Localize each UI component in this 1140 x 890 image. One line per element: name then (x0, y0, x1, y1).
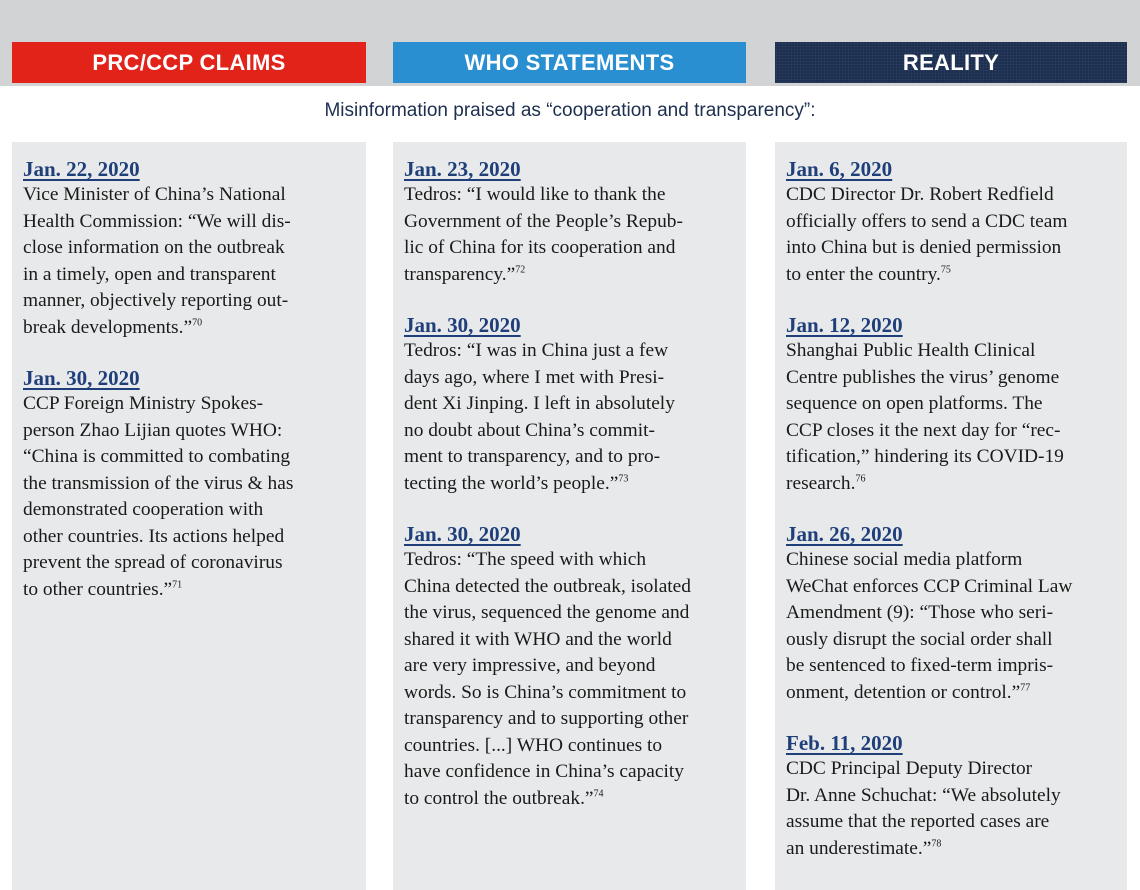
entry-date-link[interactable]: Feb. 11, 2020 (786, 731, 903, 755)
entry-line: China detected the outbreak, isolated (404, 575, 691, 597)
entry-text (404, 547, 736, 812)
entry-line: Vice Minister of China’s National (23, 184, 286, 205)
timeline-entry (404, 521, 736, 812)
footnote-marker: 71 (172, 579, 183, 591)
timeline-entry (404, 156, 736, 288)
entry-line: an underestimate.” (786, 837, 932, 859)
entry-date-link[interactable]: Jan. 30, 2020 (404, 522, 521, 546)
entry-line: days ago, where I met with Presi- (404, 366, 665, 388)
entry-line: countries. [...] WHO continues to (404, 734, 663, 756)
entry-line: research. (786, 472, 856, 494)
timeline-entry (786, 521, 1117, 706)
footnote-marker: 74 (593, 788, 604, 800)
entry-line: to enter the country. (786, 263, 941, 285)
entry-line: Dr. Anne Schuchat: “We absolutely (786, 784, 1061, 806)
header-reality: REALITY (775, 42, 1127, 83)
entry-line: CCP Foreign Ministry Spokes- (23, 393, 264, 414)
entry-text (786, 338, 1117, 497)
entry-date-link[interactable]: Jan. 12, 2020 (786, 313, 903, 337)
entry-line: Health Commission: “We will dis- (23, 210, 291, 232)
entry-line: ment to transparency, and to pro- (404, 446, 661, 467)
entry-line: Tedros: “I would like to thank the (404, 184, 666, 205)
entry-line: are very impressive, and beyond (404, 655, 656, 676)
footnote-marker: 76 (855, 473, 866, 485)
entry-line: assume that the reported cases are (786, 811, 1050, 832)
entry-line: Government of the People’s Repub- (404, 210, 683, 232)
entry-line: Centre publishes the virus’ genome (786, 366, 1060, 388)
entry-line: other countries. Its actions helped (23, 525, 285, 547)
header-prc-ccp-claims: PRC/CCP CLAIMS (12, 42, 366, 83)
entry-line: onment, detention or control.” (786, 681, 1021, 703)
timeline-entry (786, 156, 1117, 288)
entry-line: ously disrupt the social order shall (786, 628, 1053, 650)
entry-text (786, 756, 1117, 862)
timeline-entry (404, 312, 736, 497)
entry-line: be sentenced to fixed-term impris- (786, 655, 1054, 676)
entry-line: to other countries.” (23, 578, 173, 600)
entry-text (786, 547, 1117, 706)
entry-text (23, 182, 356, 341)
entry-line: person Zhao Lijian quotes WHO: (23, 419, 283, 441)
entry-line: manner, objectively reporting out- (23, 290, 289, 311)
footnote-marker: 70 (192, 317, 203, 329)
entry-text (404, 338, 736, 497)
entry-line: transparency and to supporting other (404, 708, 689, 729)
entry-line: shared it with WHO and the world (404, 628, 672, 650)
entry-date-link[interactable]: Jan. 30, 2020 (404, 313, 521, 337)
subtitle: Misinformation praised as “cooperation and transparency”: (324, 100, 816, 121)
timeline-entry (23, 156, 356, 341)
entry-line: close information on the outbreak (23, 237, 285, 258)
entry-line: lic of China for its cooperation and (404, 237, 676, 258)
entry-line: CDC Director Dr. Robert Redfield (786, 184, 1054, 205)
entry-line: Amendment (9): “Those who seri- (786, 602, 1054, 623)
column-who-statements (393, 142, 746, 890)
entry-line: in a timely, open and transparent (23, 263, 276, 285)
entry-line: words. So is China’s commitment to (404, 681, 687, 703)
entry-line: into China but is denied permission (786, 237, 1062, 258)
footnote-marker: 75 (940, 264, 951, 276)
entry-line: CDC Principal Deputy Director (786, 758, 1033, 779)
entry-line: the virus, sequenced the genome and (404, 602, 690, 623)
timeline-entry (786, 312, 1117, 497)
entry-line: tecting the world’s people.” (404, 472, 619, 494)
entry-line: Tedros: “I was in China just a few (404, 340, 669, 361)
entry-date-link[interactable]: Jan. 23, 2020 (404, 157, 521, 181)
header-who-statements: WHO STATEMENTS (393, 42, 746, 83)
footnote-marker: 78 (931, 838, 942, 850)
entry-date-link[interactable]: Jan. 26, 2020 (786, 522, 903, 546)
entry-line: prevent the spread of coronavirus (23, 552, 283, 573)
column-reality (775, 142, 1127, 890)
entry-text (23, 391, 356, 603)
entry-line: to control the outbreak.” (404, 787, 594, 809)
entry-date-link[interactable]: Jan. 6, 2020 (786, 157, 893, 181)
entry-text (404, 182, 736, 288)
footnote-marker: 72 (515, 264, 526, 276)
footnote-marker: 77 (1020, 682, 1031, 694)
entry-line: tification,” hindering its COVID-19 (786, 446, 1064, 467)
timeline-entry (23, 365, 356, 603)
entry-line: “China is committed to combating (23, 446, 291, 467)
timeline-entry (786, 730, 1117, 862)
entry-line: have confidence in China’s capacity (404, 761, 684, 782)
entry-line: break developments.” (23, 316, 193, 338)
entry-line: demonstrated cooperation with (23, 499, 264, 520)
entry-line: Shanghai Public Health Clinical (786, 340, 1036, 361)
entry-date-link[interactable]: Jan. 22, 2020 (23, 157, 140, 181)
entry-line: no doubt about China’s commit- (404, 419, 655, 441)
entry-text (786, 182, 1117, 288)
entry-line: dent Xi Jinping. I left in absolutely (404, 393, 675, 414)
entry-line: officially offers to send a CDC team (786, 210, 1068, 232)
entry-line: CCP closes it the next day for “rec- (786, 419, 1061, 441)
entry-line: Chinese social media platform (786, 549, 1023, 570)
entry-line: Tedros: “The speed with which (404, 549, 647, 570)
footnote-marker: 73 (618, 473, 629, 485)
entry-line: transparency.” (404, 263, 516, 285)
entry-date-link[interactable]: Jan. 30, 2020 (23, 366, 140, 390)
entry-line: the transmission of the virus & has (23, 472, 294, 494)
entry-line: sequence on open platforms. The (786, 393, 1043, 414)
column-prc-ccp-claims (12, 142, 366, 890)
entry-line: WeChat enforces CCP Criminal Law (786, 575, 1073, 597)
